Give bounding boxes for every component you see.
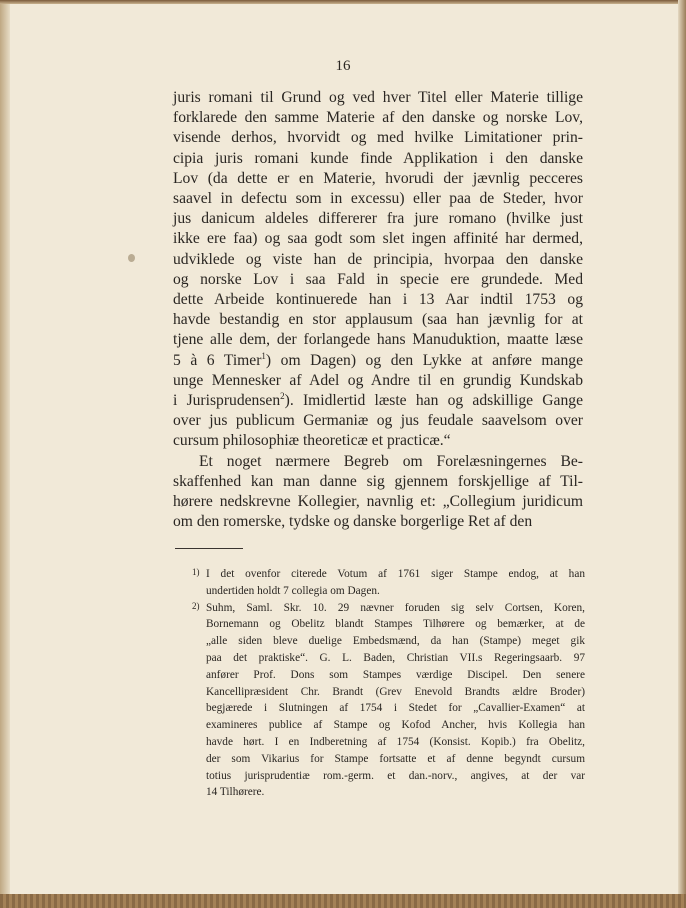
footnote-line: der som Vikarius for Stampe fortsatte et af denne begyndt cursum bbox=[206, 752, 585, 765]
text-line: over jus publicum Germaniæ og jus feudale saavelsom over bbox=[173, 412, 583, 430]
footnote-mark: 2) bbox=[192, 600, 200, 611]
text-line: cipia juris romani kunde finde Applikation i den danske bbox=[173, 149, 583, 167]
text-line bbox=[173, 391, 583, 411]
text-line: cursum philosophiæ theoreticæ et practicæ.“ bbox=[173, 432, 451, 450]
text-line: unge Mennesker af Adel og Andre til en grundig Kundskab bbox=[173, 371, 583, 389]
footnote-line: „alle siden bleve duelige Embedsmænd, da han (Stampe) meget gik bbox=[206, 635, 585, 648]
text-line: skaffenhed kan man danne sig gjennem forskjellige af Til- bbox=[173, 472, 583, 490]
footnote-line: totius jurisprudentiæ rom.-germ. et dan.-norv., angives, at der var bbox=[206, 769, 585, 782]
footnote-line: Bornemann og Obelitz blandt Stampes Tilhørere og bemærker, at de bbox=[206, 618, 585, 631]
footnote-line: begjærede i Slutningen af 1754 i Stedet for „Cavallier-Examen“ at bbox=[206, 702, 585, 715]
text-line: jus danicum aldeles differerer fra jure romano (hvilke just bbox=[173, 210, 583, 228]
footnote bbox=[190, 600, 585, 802]
footnote-line: examineres publice af Stampe og Kofod Ancher, hvis Kollegia han bbox=[206, 719, 585, 732]
footnote-line: anfører Prof. Dons som Stampes værdige Discipel. Den senere bbox=[206, 668, 585, 681]
main-text bbox=[173, 88, 583, 532]
text-line bbox=[173, 351, 583, 371]
page-top-edge bbox=[0, 0, 686, 4]
footnote bbox=[190, 566, 585, 600]
text-line: forklarede den samme Materie af den danske og norske Lov, bbox=[173, 109, 583, 127]
text-line: Lov (da dette er en Materie, hvorudi der jævnlig pecceres bbox=[173, 169, 583, 187]
text-line: visende derhos, hvorvidt og med hvilke Limitationer prin- bbox=[173, 129, 583, 147]
text-line: Et noget nærmere Begreb om Forelæsningernes Be- bbox=[199, 452, 583, 470]
footnote-divider bbox=[175, 548, 243, 549]
text-segment: ). Imidlertid læste han og adskillige Gange bbox=[284, 392, 583, 410]
footnotes bbox=[190, 566, 585, 801]
footnote-line: Kancellipræsident Chr. Brandt (Grev Enevold Brandts ældre Broder) bbox=[206, 685, 585, 698]
text-segment: 5 à 6 Timer bbox=[173, 351, 262, 369]
text-line: udviklede og viste han de principia, hvorpaa den danske bbox=[173, 250, 583, 268]
paper-stain bbox=[128, 254, 135, 262]
text-line: om den romerske, tydske og danske borgerlige Ret af den bbox=[173, 513, 533, 531]
book-cover-edge bbox=[0, 894, 686, 908]
footnote-reference: 2 bbox=[280, 391, 285, 402]
footnote-line: 14 Tilhørere. bbox=[206, 786, 265, 799]
footnote-line: Suhm, Saml. Skr. 10. 29 nævner foruden sig selv Cortsen, Koren, bbox=[206, 601, 585, 614]
footnote-line: I det ovenfor citerede Votum af 1761 siger Stampe endog, at han bbox=[206, 568, 585, 580]
text-line: saavel in defectu som in excessu) eller paa de Steder, hvor bbox=[173, 190, 583, 208]
page-right-edge bbox=[678, 0, 686, 908]
text-line: tjene alle dem, der forlangede hans Manuduktion, maatte læse bbox=[173, 331, 583, 349]
footnote-line: havde hørt. I en Indberetning af 1754 (Konsist. Kopib.) fra Obelitz, bbox=[206, 735, 585, 748]
text-line: juris romani til Grund og ved hver Titel eller Materie tillige bbox=[173, 89, 583, 106]
text-line: hørere nedskrevne Kollegier, navnlig et: „Collegium juridicum bbox=[173, 493, 583, 511]
footnote-mark: 1) bbox=[192, 567, 200, 577]
footnote-line: undertiden holdt 7 collegia om Dagen. bbox=[206, 584, 380, 597]
page-left-edge bbox=[0, 0, 10, 908]
page-number: 16 bbox=[335, 58, 351, 74]
text-line: havde bestandig en stor applausum (saa han jævnlig for at bbox=[173, 311, 583, 329]
text-line: ikke ere faa) og saa godt som slet ingen affinité har dermed, bbox=[173, 230, 583, 248]
text-segment: ) om Dagen) og den Lykke at anføre mange bbox=[265, 351, 583, 369]
footnote-reference: 1 bbox=[261, 350, 266, 361]
text-line: dette Arbeide kontinuerede han i 13 Aar indtil 1753 og bbox=[173, 291, 583, 309]
text-segment: i Jurisprudensen bbox=[173, 392, 281, 410]
footnote-line: paa det praktiske“. G. L. Baden, Christian VII.s Regeringsaarb. 97 bbox=[206, 651, 585, 664]
text-line: og norske Lov i saa Fald in specie ere grundede. Med bbox=[173, 270, 583, 288]
